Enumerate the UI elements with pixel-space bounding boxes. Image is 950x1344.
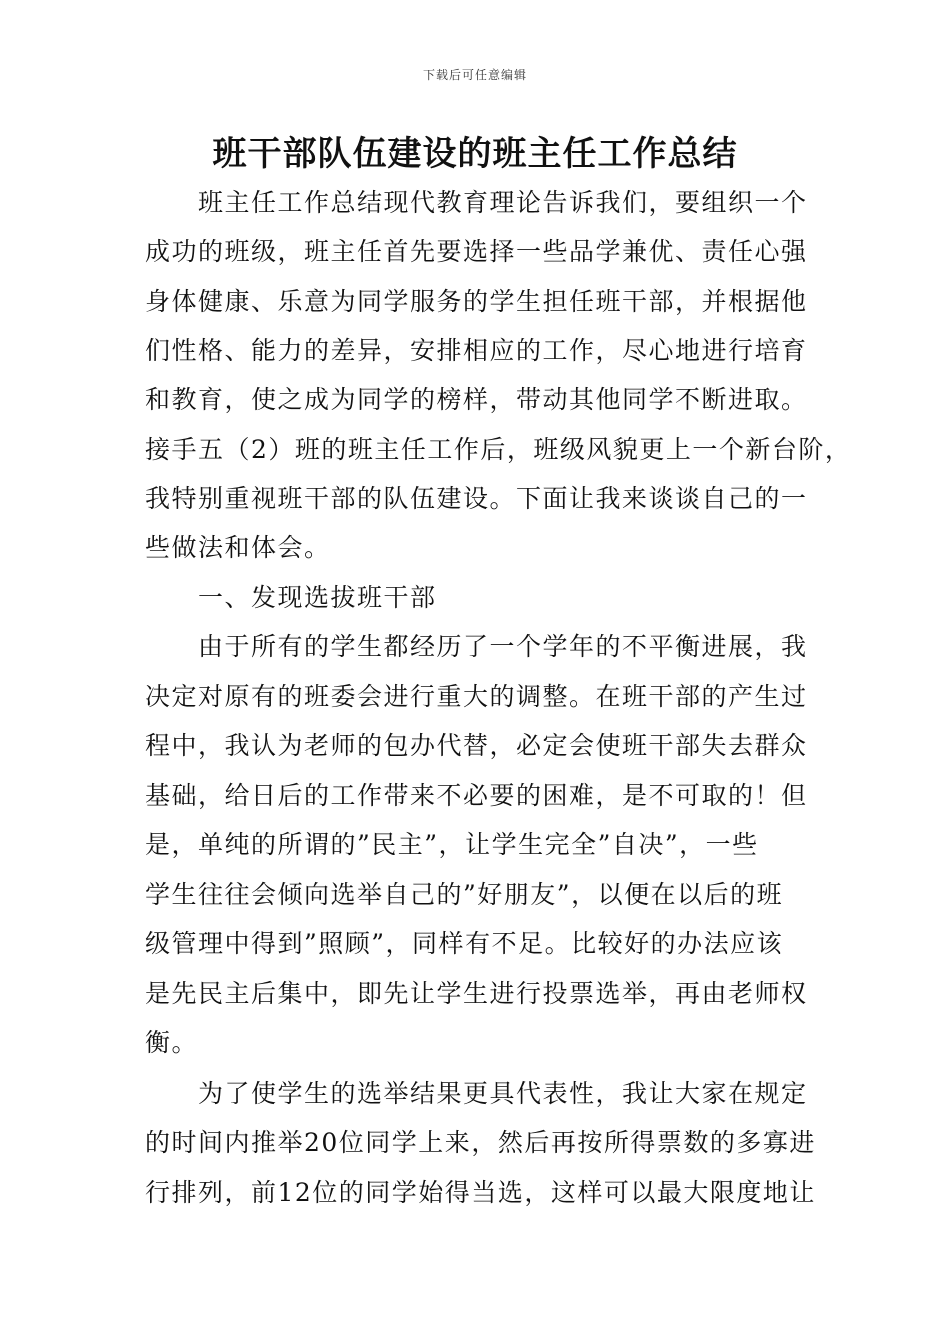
section-heading: 一、发现选拔班干部 — [145, 583, 437, 612]
body-line: 的时间内推举20位同学上来，然后再按所得票数的多寡进 — [145, 1128, 816, 1157]
download-note: 下载后可任意编辑 — [422, 68, 527, 82]
document-title: 班干部队伍建设的班主任工作总结 — [212, 134, 738, 174]
body-line: 程中，我认为老师的包办代替，必定会使班干部失去群众 — [145, 731, 808, 760]
body-line: 为了使学生的选举结果更具代表性，我让大家在规定 — [145, 1079, 808, 1108]
body-line: 些做法和体会。 — [145, 533, 331, 562]
body-line: 和教育，使之成为同学的榜样，带动其他同学不断进取。 — [145, 385, 808, 414]
body-line: 决定对原有的班委会进行重大的调整。在班干部的产生过 — [145, 682, 808, 711]
body-line: 我特别重视班干部的队伍建设。下面让我来谈谈自己的一 — [145, 484, 808, 513]
body-line: 由于所有的学生都经历了一个学年的不平衡进展，我 — [145, 632, 808, 661]
body-line: 是，单纯的所谓的”民主”，让学生完全”自决”，一些 — [145, 830, 759, 859]
body-line: 身体健康、乐意为同学服务的学生担任班干部，并根据他 — [145, 287, 808, 316]
body-line: 基础，给日后的工作带来不必要的困难，是不可取的！但 — [145, 781, 808, 810]
body-line: 成功的班级，班主任首先要选择一些品学兼优、责任心强 — [145, 237, 808, 266]
body-line: 行排列，前12位的同学始得当选，这样可以最大限度地让 — [145, 1178, 816, 1207]
body-line: 班主任工作总结现代教育理论告诉我们，要组织一个 — [145, 188, 808, 217]
body-line: 接手五（2）班的班主任工作后，班级风貌更上一个新台阶， — [145, 435, 852, 464]
body-line: 衡。 — [145, 1028, 199, 1057]
body-line: 是先民主后集中，即先让学生进行投票选举，再由老师权 — [145, 979, 808, 1008]
body-line: 级管理中得到”照顾”，同样有不足。比较好的办法应该 — [145, 929, 784, 958]
body-line: 学生往往会倾向选举自己的”好朋友”，以便在以后的班 — [145, 880, 784, 909]
body-line: 们性格、能力的差异，安排相应的工作，尽心地进行培育 — [145, 336, 808, 365]
